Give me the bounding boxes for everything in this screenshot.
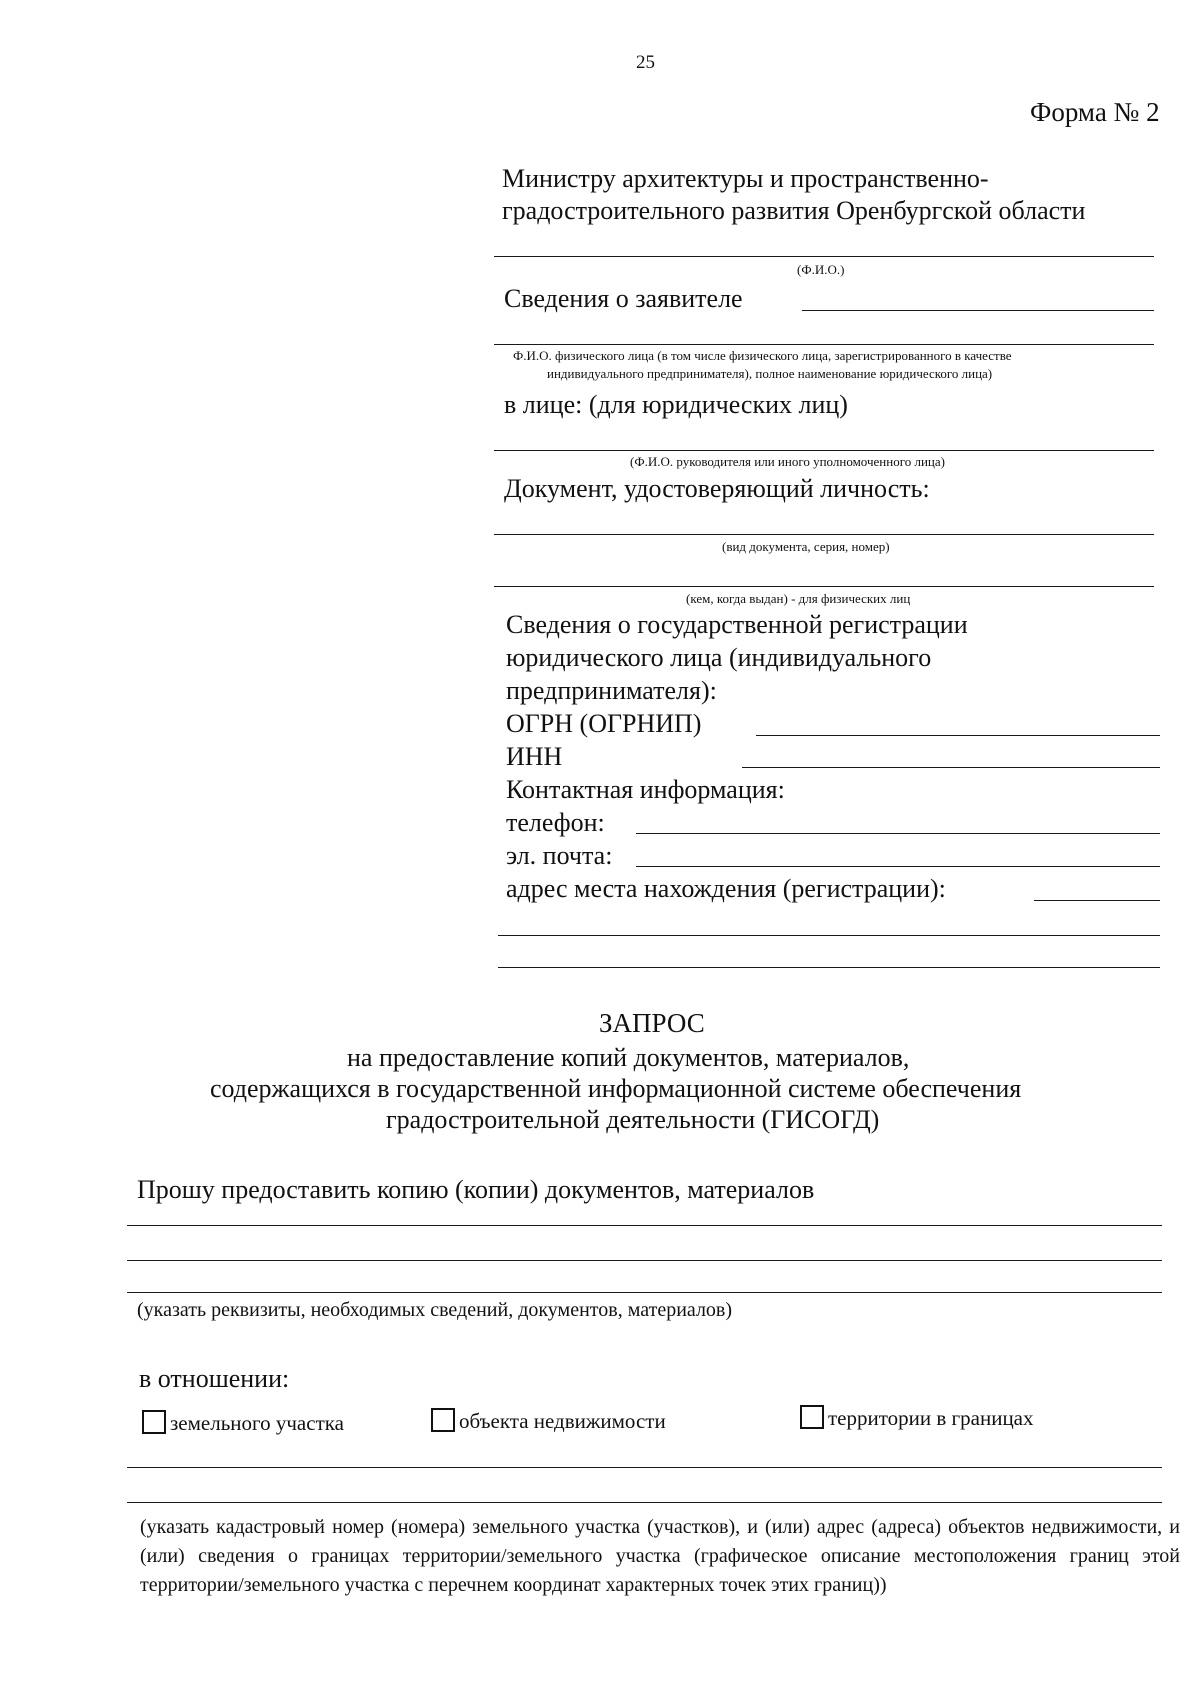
fio-caption: (Ф.И.О.): [797, 262, 845, 277]
cadastral-field-line1[interactable]: [127, 1467, 1162, 1468]
option-territory[interactable]: [800, 1405, 1034, 1431]
request-title: ЗАПРОС: [599, 1008, 705, 1038]
ogrn-field[interactable]: [756, 735, 1160, 736]
request-subtitle-line3: градостроительной деятельности (ГИСОГД): [386, 1105, 880, 1134]
contact-label: Контактная информация:: [506, 775, 785, 804]
registration-line1: Сведения о государственной регистрации: [506, 610, 968, 639]
addressee-fio-field[interactable]: [494, 256, 1154, 257]
cadastral-note: (указать кадастровый номер (номера) земельного участка (участков), и (или) адрес (адреса) объектов недвижимости, и (или) сведения о границах территории/земельного участка (графическое описание местоположения границ этой территории/земельного участка с перечнем координат характерных точек этих границ)): [140, 1516, 1180, 1596]
applicant-caption-line1: Ф.И.О. физического лица (в том числе физического лица, зарегистрированного в качестве: [513, 348, 1012, 363]
option-real-estate[interactable]: [431, 1408, 666, 1434]
territory-label: территории в границах: [828, 1406, 1034, 1430]
phone-label: телефон:: [506, 808, 605, 837]
requisites-caption: (указать реквизиты, необходимых сведений, документов, материалов): [137, 1299, 733, 1321]
address-field-line1[interactable]: [498, 935, 1160, 936]
option-land-plot[interactable]: [142, 1410, 344, 1436]
inn-label: ИНН: [506, 742, 563, 771]
applicant-caption-line2: индивидуального предпринимателя), полное наименование юридического лица): [547, 366, 993, 381]
represented-label: в лице: (для юридических лиц): [504, 390, 848, 419]
request-subtitle-line2: содержащихся в государственной информационной системе обеспечения: [210, 1074, 1022, 1103]
ogrn-label: ОГРН (ОГРНИП): [506, 709, 702, 738]
real-estate-label: объекта недвижимости: [459, 1409, 666, 1433]
representative-field[interactable]: [494, 450, 1154, 451]
addressee-line1: Министру архитектуры и пространственно-: [502, 164, 989, 193]
registration-line2: юридического лица (индивидуального: [506, 643, 932, 672]
id-document-label: Документ, удостоверяющий личность:: [504, 474, 930, 503]
real-estate-checkbox[interactable]: [431, 1408, 455, 1432]
address-field-short[interactable]: [1034, 900, 1160, 901]
email-field[interactable]: [636, 866, 1160, 867]
regarding-label: в отношении:: [139, 1364, 290, 1393]
email-label: эл. почта:: [506, 841, 613, 870]
documents-field-line3[interactable]: [127, 1292, 1162, 1293]
id-document-caption: (вид документа, серия, номер): [722, 539, 890, 554]
issued-caption: (кем, когда выдан) - для физических лиц: [686, 591, 911, 606]
applicant-field[interactable]: [494, 344, 1154, 345]
issued-field[interactable]: [494, 586, 1154, 587]
body-label: Прошу предоставить копию (копии) документов, материалов: [137, 1175, 815, 1204]
applicant-heading: Сведения о заявителе: [504, 284, 743, 313]
address-label: адрес места нахождения (регистрации):: [506, 874, 946, 903]
inn-field[interactable]: [742, 767, 1160, 768]
request-subtitle-line1: на предоставление копий документов, материалов,: [347, 1043, 910, 1072]
territory-checkbox[interactable]: [800, 1405, 824, 1429]
documents-field-line2[interactable]: [127, 1260, 1162, 1261]
land-plot-label: земельного участка: [170, 1411, 344, 1435]
phone-field[interactable]: [636, 833, 1160, 834]
applicant-field-short[interactable]: [802, 310, 1154, 311]
address-field-line2[interactable]: [498, 967, 1160, 968]
page-number: 25: [636, 52, 655, 73]
registration-line3: предпринимателя):: [506, 676, 717, 705]
land-plot-checkbox[interactable]: [142, 1410, 166, 1434]
cadastral-field-line2[interactable]: [127, 1502, 1162, 1503]
id-document-field[interactable]: [494, 534, 1154, 535]
addressee-line2: градостроительного развития Оренбургской области: [502, 196, 1086, 225]
documents-field-line1[interactable]: [127, 1225, 1162, 1226]
representative-caption: (Ф.И.О. руководителя или иного уполномоченного лица): [630, 454, 945, 469]
form-label: Форма № 2: [1030, 97, 1160, 127]
